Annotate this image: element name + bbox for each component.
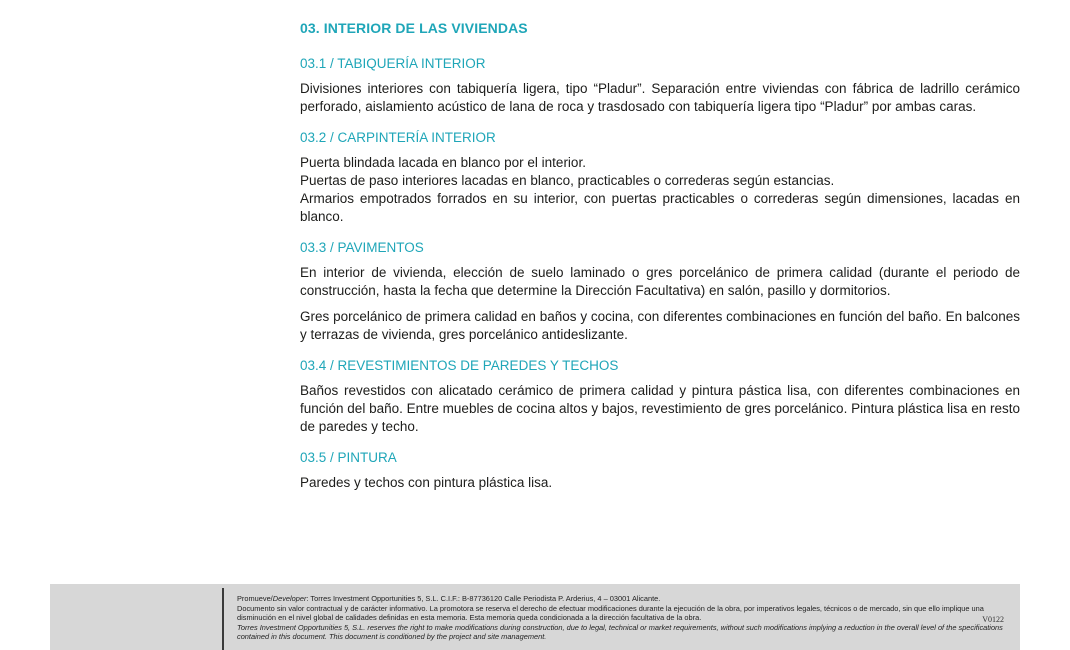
footer-disclaimer-es: Documento sin valor contractual y de carácter informativo. La promotora se reserva el derecho de efectuar modificaciones durante la ejecución de la obra, por imperativos legales, técnicos o de mercado, sin que ello implique una disminución en el nivel global de calidades definidas en esta memoria. Esta memoria queda condicionada a la dirección facultativa de la obra. [237, 603, 984, 622]
section-heading: 03.2 / CARPINTERÍA INTERIOR [300, 130, 496, 145]
section-heading: 03.4 / REVESTIMIENTOS DE PAREDES Y TECHOS [300, 358, 619, 373]
page-footer [50, 584, 1020, 650]
section-paragraph: Divisiones interiores con tabiquería ligera, tipo “Pladur”. Separación entre viviendas con fábrica de ladrillo cerámico perforado, aislamiento acústico de lana de roca y trasdosado con tabiquería ligera tipo “Pladur” por ambas caras. [300, 81, 1020, 114]
footer-developer-label: Developer [272, 594, 307, 603]
footer-legal-text [237, 594, 1007, 642]
section-paragraph: En interior de vivienda, elección de suelo laminado o gres porcelánico de primera calidad (durante el periodo de construcción, hasta la fecha que determine la Dirección Facultativa) en salón, pasillo y dormitorios. [300, 265, 1020, 298]
section-paragraph: Paredes y techos con pintura plástica lisa. [300, 475, 553, 490]
section-heading: 03.3 / PAVIMENTOS [300, 240, 424, 255]
footer-developer-text: : Torres Investment Opportunities 5, S.L. C.I.F.: B-87736120 Calle Periodista P. Arderius, 4 – 03001 Alicante. [306, 594, 661, 603]
footer-divider [222, 588, 224, 650]
section-pavimentos [300, 240, 1020, 344]
footer-developer-prefix: Promueve/ [237, 594, 273, 603]
version-code: V0122 [982, 615, 1004, 624]
section-heading: 03.1 / TABIQUERÍA INTERIOR [300, 56, 486, 71]
footer-developer-line [237, 594, 1007, 604]
footer-disclaimer-en: Torres Investment Opportunities 5, S.L. reserves the right to make modifications during construction, due to legal, technical or market requirements, without such modifications implying a reduction in the overall level of the specifications contained in this document. This document is conditioned by the project and site management. [237, 622, 1003, 641]
section-heading: 03.5 / PINTURA [300, 450, 397, 465]
section-paragraph: Puerta blindada lacada en blanco por el interior. [300, 155, 586, 170]
document-content [300, 20, 1020, 506]
section-paragraph: Gres porcelánico de primera calidad en baños y cocina, con diferentes combinaciones en función del baño. En balcones y terrazas de vivienda, gres porcelánico antideslizante. [300, 309, 1020, 342]
section-carpinteria [300, 130, 1020, 226]
section-paragraph: Baños revestidos con alicatado cerámico de primera calidad y pintura pástica lisa, con diferentes combinaciones en función del baño. Entre muebles de cocina altos y bajos, revestimiento de gres porcelánico. Pintura plástica lisa en resto de paredes y techo. [300, 383, 1020, 434]
section-revestimientos [300, 358, 1020, 436]
section-paragraph: Armarios empotrados forrados en su interior, con puertas practicables o correderas según dimensiones, lacadas en blanco. [300, 191, 1020, 224]
section-pintura [300, 450, 1020, 492]
section-tabiqueria [300, 56, 1020, 116]
page-title: 03. INTERIOR DE LAS VIVIENDAS [300, 20, 528, 36]
section-paragraph: Puertas de paso interiores lacadas en blanco, practicables o correderas según estancias. [300, 173, 835, 188]
